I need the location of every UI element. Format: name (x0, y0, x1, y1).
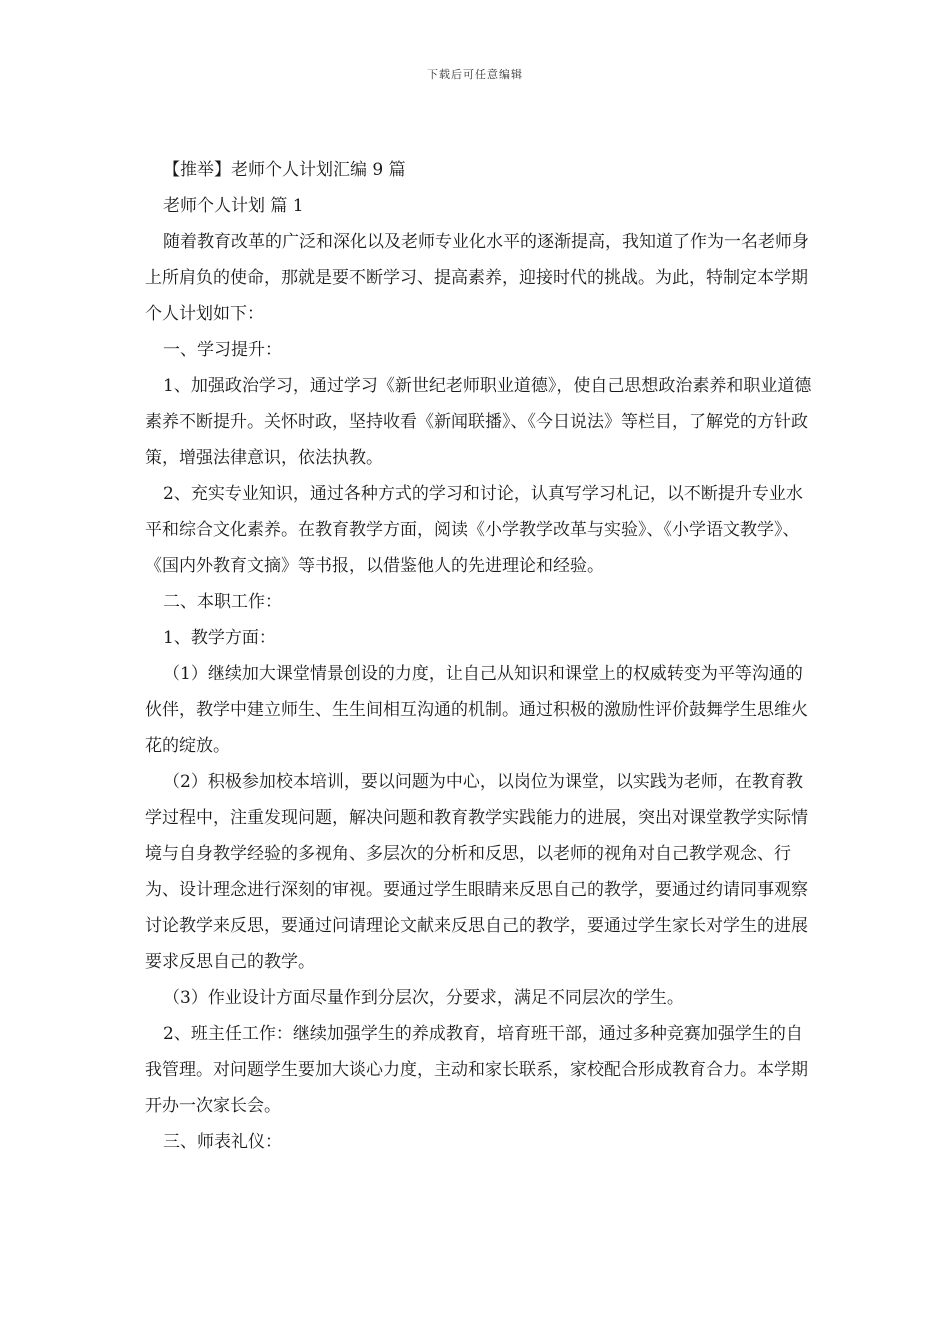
heading-etiquette: 三、师表礼仪： (163, 1132, 282, 1152)
page-header-note: 下载后可任意编辑 (427, 68, 523, 81)
paragraph-teaching-2: （2）积极参加校本培训，要以问题为中心，以岗位为课堂，以实践为老师，在教育教学过程中，注重发现问题，解决问题和教育教学实践能力的进展，突出对课堂教学实际情境与自身教学经验的多视角、多层次的分析和反思，以老师的视角对自己教学观念、行为、设计理念进行深刻的审视。要通过学生眼睛来反思自己的教学，要通过约请同事观察讨论教学来反思，要通过问请理论文献来反思自己的教学，要通过学生家长对学生的进展要求反思自己的教学。 (145, 772, 808, 972)
paragraph-teaching-1: （1）继续加大课堂情景创设的力度，让自己从知识和课堂上的权威转变为平等沟通的伙伴，教学中建立师生、生生间相互沟通的机制。通过积极的激励性评价鼓舞学生思维火花的绽放。 (145, 664, 808, 756)
paragraph-teaching-3: （3）作业设计方面尽量作到分层次，分要求，满足不同层次的学生。 (163, 988, 684, 1008)
heading-teaching: 1、教学方面： (163, 628, 276, 648)
heading-work: 二、本职工作： (163, 592, 282, 612)
document-body (145, 152, 813, 1160)
document-title: 【推举】老师个人计划汇编 9 篇 (163, 160, 406, 180)
paragraph-study-1: 1、加强政治学习，通过学习《新世纪老师职业道德》，使自己思想政治素养和职业道德素养不断提升。关怀时政，坚持收看《新闻联播》、《今日说法》等栏目，了解党的方针政策，增强法律意识，依法执教。 (145, 376, 812, 468)
paragraph-study-2: 2、充实专业知识，通过各种方式的学习和讨论，认真写学习札记，以不断提升专业水平和综合文化素养。在教育教学方面，阅读《小学教学改革与实验》、《小学语文教学》、《国内外教育文摘》等书报，以借鉴他人的先进理论和经验。 (145, 484, 803, 576)
heading-study: 一、学习提升： (163, 340, 282, 360)
section-title: 老师个人计划 篇 1 (163, 196, 304, 216)
intro-paragraph: 随着教育改革的广泛和深化以及老师专业化水平的逐渐提高，我知道了作为一名老师身上所肩负的使命，那就是要不断学习、提高素养，迎接时代的挑战。为此，特制定本学期个人计划如下： (145, 232, 809, 324)
paragraph-class-teacher: 2、班主任工作：继续加强学生的养成教育，培育班干部，通过多种竞赛加强学生的自我管理。对问题学生要加大谈心力度，主动和家长联系，家校配合形成教育合力。本学期开办一次家长会。 (145, 1024, 808, 1116)
